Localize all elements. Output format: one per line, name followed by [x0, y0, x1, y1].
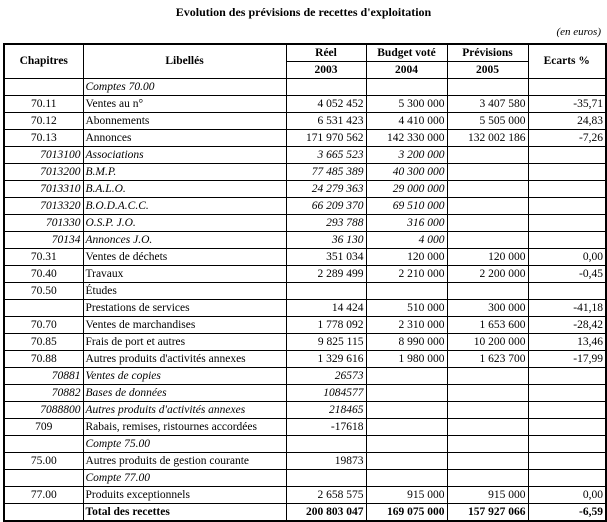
budget-cell: 4 000: [366, 232, 447, 249]
reel-cell: [286, 470, 366, 487]
previsions-cell: [447, 368, 528, 385]
ecart-cell: 0,00: [528, 487, 606, 504]
budget-cell: [366, 453, 447, 470]
previsions-cell: [447, 402, 528, 419]
budget-cell: 8 990 000: [366, 334, 447, 351]
header-ecarts: Ecarts %: [528, 44, 606, 79]
budget-cell: 915 000: [366, 487, 447, 504]
table-row: [4, 147, 606, 164]
ecart-cell: -41,18: [528, 300, 606, 317]
libelle-cell: Autres produits d'activités annexes: [83, 402, 286, 419]
table-row: [4, 351, 606, 368]
libelle-cell: Associations: [83, 147, 286, 164]
ecart-cell: [528, 283, 606, 300]
chapitre-cell: 70.13: [4, 130, 83, 147]
reel-cell: 6 531 423: [286, 113, 366, 130]
ecart-cell: -17,99: [528, 351, 606, 368]
table-row: [4, 385, 606, 402]
total-reel: 200 803 047: [286, 504, 366, 522]
table-row: [4, 96, 606, 113]
ecart-cell: [528, 419, 606, 436]
libelle-cell: Produits exceptionnels: [83, 487, 286, 504]
table-row: [4, 181, 606, 198]
total-code: [4, 504, 83, 522]
chapitre-cell: 70.85: [4, 334, 83, 351]
chapitre-cell: [4, 79, 83, 96]
budget-cell: [366, 436, 447, 453]
ecart-cell: [528, 147, 606, 164]
unit-note: (en euros): [556, 26, 601, 38]
chapitre-cell: 709: [4, 419, 83, 436]
chapitre-cell: 7013310: [4, 181, 83, 198]
table-row: [4, 453, 606, 470]
chapitre-cell: 70881: [4, 368, 83, 385]
previsions-cell: [447, 232, 528, 249]
budget-cell: [366, 385, 447, 402]
table-row: [4, 283, 606, 300]
budget-cell: 316 000: [366, 215, 447, 232]
chapitre-cell: 70.88: [4, 351, 83, 368]
budget-cell: 510 000: [366, 300, 447, 317]
chapitre-cell: 7088800: [4, 402, 83, 419]
chapitre-cell: 70.50: [4, 283, 83, 300]
total-ecart: -6,59: [528, 504, 606, 522]
libelle-cell: B.O.D.A.C.C.: [83, 198, 286, 215]
libelle-cell: Ventes de marchandises: [83, 317, 286, 334]
budget-cell: [366, 402, 447, 419]
chapitre-cell: 70882: [4, 385, 83, 402]
reel-cell: 351 034: [286, 249, 366, 266]
ecart-cell: [528, 181, 606, 198]
ecart-cell: [528, 470, 606, 487]
budget-cell: [366, 419, 447, 436]
header-previsions-year: 2005: [447, 62, 528, 79]
header-libelles: Libellés: [83, 44, 286, 79]
header-reel-year: 2003: [286, 62, 366, 79]
previsions-cell: [447, 419, 528, 436]
table-row: [4, 487, 606, 504]
previsions-cell: 300 000: [447, 300, 528, 317]
reel-cell: 9 825 115: [286, 334, 366, 351]
previsions-cell: 132 002 186: [447, 130, 528, 147]
table-row: [4, 249, 606, 266]
previsions-cell: 3 407 580: [447, 96, 528, 113]
header-budget: Budget voté: [366, 44, 447, 62]
budget-cell: 2 210 000: [366, 266, 447, 283]
table-row: [4, 419, 606, 436]
table-row: [4, 215, 606, 232]
ecart-cell: -7,26: [528, 130, 606, 147]
libelle-cell: Autres produits de gestion courante: [83, 453, 286, 470]
table-row: [4, 402, 606, 419]
chapitre-cell: 70.11: [4, 96, 83, 113]
budget-cell: 120 000: [366, 249, 447, 266]
libelle-cell: Comptes 70.00: [83, 79, 286, 96]
reel-cell: 171 970 562: [286, 130, 366, 147]
chapitre-cell: [4, 436, 83, 453]
libelle-cell: Frais de port et autres: [83, 334, 286, 351]
ecart-cell: [528, 453, 606, 470]
ecart-cell: [528, 164, 606, 181]
table-row: [4, 266, 606, 283]
previsions-cell: 120 000: [447, 249, 528, 266]
ecart-cell: [528, 215, 606, 232]
table-row: [4, 232, 606, 249]
revenue-table: [3, 43, 607, 522]
ecart-cell: 24,83: [528, 113, 606, 130]
budget-cell: [366, 79, 447, 96]
previsions-cell: [447, 181, 528, 198]
header-previsions: Prévisions: [447, 44, 528, 62]
table-row: [4, 334, 606, 351]
table-row: [4, 470, 606, 487]
reel-cell: 3 665 523: [286, 147, 366, 164]
budget-cell: 69 510 000: [366, 198, 447, 215]
table-row: [4, 436, 606, 453]
reel-cell: 77 485 389: [286, 164, 366, 181]
reel-cell: 218465: [286, 402, 366, 419]
header-reel: Réel: [286, 44, 366, 62]
reel-cell: [286, 283, 366, 300]
budget-cell: [366, 368, 447, 385]
libelle-cell: Autres produits d'activités annexes: [83, 351, 286, 368]
table-row: [4, 300, 606, 317]
reel-cell: 26573: [286, 368, 366, 385]
reel-cell: 1084577: [286, 385, 366, 402]
previsions-cell: 1 623 700: [447, 351, 528, 368]
total-budget: 169 075 000: [366, 504, 447, 522]
document-title: Evolution des prévisions de recettes d'exploitation: [175, 5, 432, 19]
chapitre-cell: 7013200: [4, 164, 83, 181]
ecart-cell: [528, 198, 606, 215]
previsions-cell: [447, 453, 528, 470]
previsions-cell: [447, 147, 528, 164]
reel-cell: 2 289 499: [286, 266, 366, 283]
libelle-cell: O.S.P. J.O.: [83, 215, 286, 232]
table-row: [4, 164, 606, 181]
table-row: [4, 368, 606, 385]
reel-cell: 1 329 616: [286, 351, 366, 368]
previsions-cell: 5 505 000: [447, 113, 528, 130]
table-row: [4, 113, 606, 130]
ecart-cell: -35,71: [528, 96, 606, 113]
chapitre-cell: 7013100: [4, 147, 83, 164]
libelle-cell: Annonces: [83, 130, 286, 147]
reel-cell: 293 788: [286, 215, 366, 232]
libelle-cell: Abonnements: [83, 113, 286, 130]
chapitre-cell: [4, 300, 83, 317]
budget-cell: 142 330 000: [366, 130, 447, 147]
libelle-cell: B.M.P.: [83, 164, 286, 181]
chapitre-cell: 70.40: [4, 266, 83, 283]
table-row: [4, 317, 606, 334]
chapitre-cell: 70134: [4, 232, 83, 249]
previsions-cell: [447, 164, 528, 181]
libelle-cell: Rabais, remises, ristournes accordées: [83, 419, 286, 436]
previsions-cell: 10 200 000: [447, 334, 528, 351]
reel-cell: 24 279 363: [286, 181, 366, 198]
budget-cell: 29 000 000: [366, 181, 447, 198]
previsions-cell: [447, 198, 528, 215]
reel-cell: 2 658 575: [286, 487, 366, 504]
chapitre-cell: 70.70: [4, 317, 83, 334]
libelle-cell: Ventes au n°: [83, 96, 286, 113]
table-row: [4, 79, 606, 96]
ecart-cell: [528, 402, 606, 419]
budget-cell: [366, 470, 447, 487]
libelle-cell: Compte 75.00: [83, 436, 286, 453]
reel-cell: 14 424: [286, 300, 366, 317]
libelle-cell: B.A.L.O.: [83, 181, 286, 198]
budget-cell: 3 200 000: [366, 147, 447, 164]
header-chapitres: Chapitres: [4, 44, 83, 79]
libelle-cell: Études: [83, 283, 286, 300]
table-row: [4, 198, 606, 215]
previsions-cell: 2 200 000: [447, 266, 528, 283]
header-budget-year: 2004: [366, 62, 447, 79]
reel-cell: -17618: [286, 419, 366, 436]
ecart-cell: 0,00: [528, 249, 606, 266]
previsions-cell: [447, 215, 528, 232]
previsions-cell: 1 653 600: [447, 317, 528, 334]
reel-cell: 19873: [286, 453, 366, 470]
chapitre-cell: 77.00: [4, 487, 83, 504]
libelle-cell: Compte 77.00: [83, 470, 286, 487]
libelle-cell: Prestations de services: [83, 300, 286, 317]
previsions-cell: [447, 79, 528, 96]
chapitre-cell: [4, 470, 83, 487]
total-label: Total des recettes: [83, 504, 286, 522]
chapitre-cell: 70.12: [4, 113, 83, 130]
ecart-cell: [528, 368, 606, 385]
previsions-cell: [447, 385, 528, 402]
chapitre-cell: 7013320: [4, 198, 83, 215]
table-row: [4, 130, 606, 147]
previsions-cell: [447, 436, 528, 453]
budget-cell: [366, 283, 447, 300]
budget-cell: 40 300 000: [366, 164, 447, 181]
reel-cell: 1 778 092: [286, 317, 366, 334]
ecart-cell: [528, 232, 606, 249]
chapitre-cell: 701330: [4, 215, 83, 232]
libelle-cell: Travaux: [83, 266, 286, 283]
previsions-cell: [447, 283, 528, 300]
libelle-cell: Annonces J.O.: [83, 232, 286, 249]
budget-cell: 5 300 000: [366, 96, 447, 113]
ecart-cell: [528, 436, 606, 453]
libelle-cell: Bases de données: [83, 385, 286, 402]
reel-cell: 4 052 452: [286, 96, 366, 113]
budget-cell: 1 980 000: [366, 351, 447, 368]
previsions-cell: 915 000: [447, 487, 528, 504]
total-row: [4, 504, 606, 522]
reel-cell: [286, 79, 366, 96]
budget-cell: 2 310 000: [366, 317, 447, 334]
chapitre-cell: 70.31: [4, 249, 83, 266]
ecart-cell: -0,45: [528, 266, 606, 283]
budget-cell: 4 410 000: [366, 113, 447, 130]
libelle-cell: Ventes de déchets: [83, 249, 286, 266]
libelle-cell: Ventes de copies: [83, 368, 286, 385]
previsions-cell: [447, 470, 528, 487]
ecart-cell: 13,46: [528, 334, 606, 351]
reel-cell: 36 130: [286, 232, 366, 249]
ecart-cell: -28,42: [528, 317, 606, 334]
chapitre-cell: 75.00: [4, 453, 83, 470]
ecart-cell: [528, 385, 606, 402]
reel-cell: 66 209 370: [286, 198, 366, 215]
reel-cell: [286, 436, 366, 453]
ecart-cell: [528, 79, 606, 96]
total-previsions: 157 927 066: [447, 504, 528, 522]
